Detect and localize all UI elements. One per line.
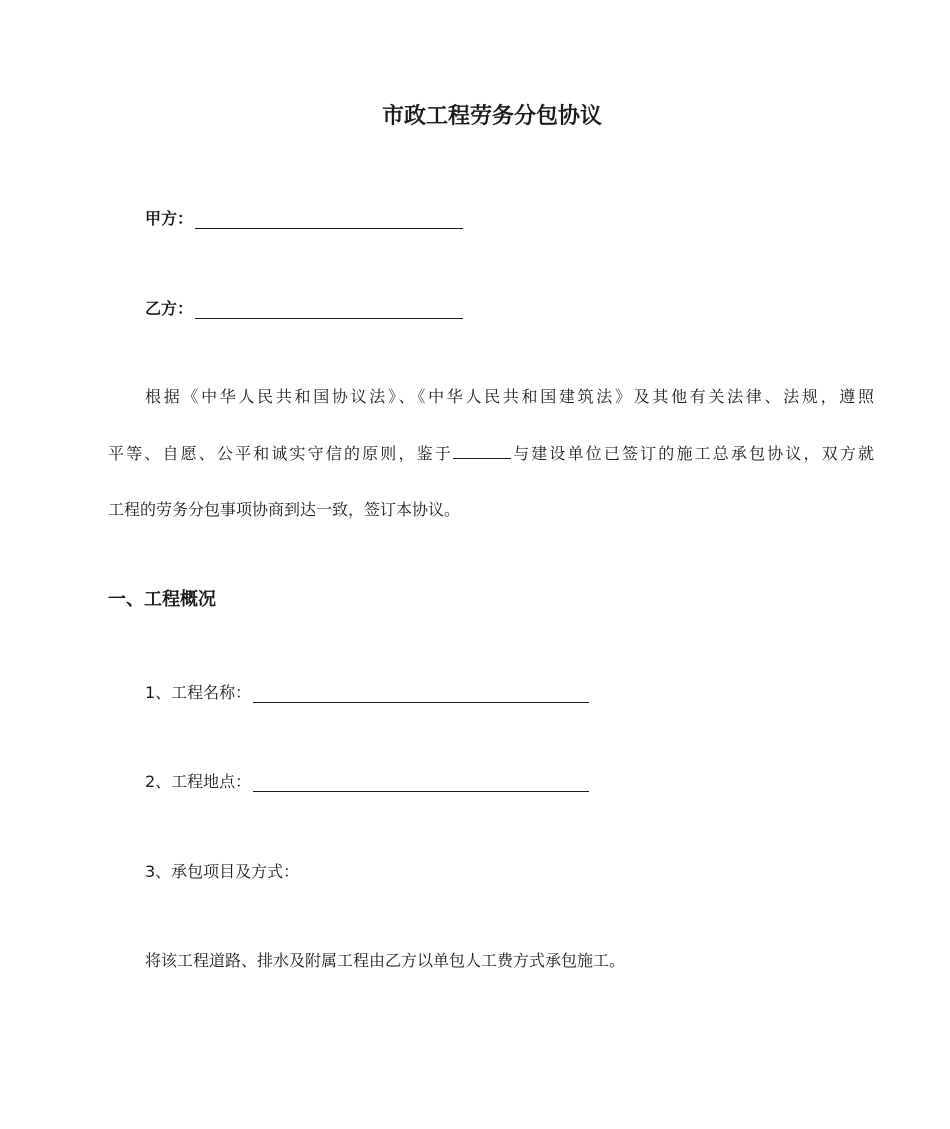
document-title: 市政工程劳务分包协议 (381, 104, 602, 129)
party-b-field (145, 296, 463, 319)
item-2-blank (253, 773, 589, 792)
intro-line-2-after: 与建设单位已签订的施工总承包协议，双方就 (510, 444, 874, 463)
item-1-field (145, 680, 589, 703)
intro-line-1-text: 根据《中华人民共和国协议法》、《中华人民共和国建筑法》及其他有关法律、法规，遵照 (145, 387, 874, 406)
item-1-blank (253, 684, 589, 703)
party-a-blank (195, 210, 463, 229)
item-3-content: 将该工程道路、排水及附属工程由乙方以单包人工费方式承包施工。 (145, 951, 626, 970)
party-a-field (145, 206, 463, 229)
intro-line-2-before: 平等、自愿、公平和诚实守信的原则，鉴于 (108, 444, 453, 463)
party-b-blank (195, 300, 463, 319)
item-2-label: 2、工程地点： (145, 772, 252, 791)
section-1-heading: 一、工程概况 (108, 589, 216, 610)
item-1-label: 1、工程名称： (145, 683, 252, 702)
item-2-field (145, 769, 589, 792)
party-a-label: 甲方： (145, 209, 194, 228)
intro-line-3: 工程的劳务分包事项协商到达一致，签订本协议。 (108, 500, 461, 519)
intro-line-2 (108, 441, 874, 464)
intro-line-1 (145, 384, 874, 407)
party-b-label: 乙方： (145, 299, 194, 318)
item-3-label: 3、承包项目及方式： (145, 862, 300, 881)
contractor-blank (453, 444, 511, 459)
